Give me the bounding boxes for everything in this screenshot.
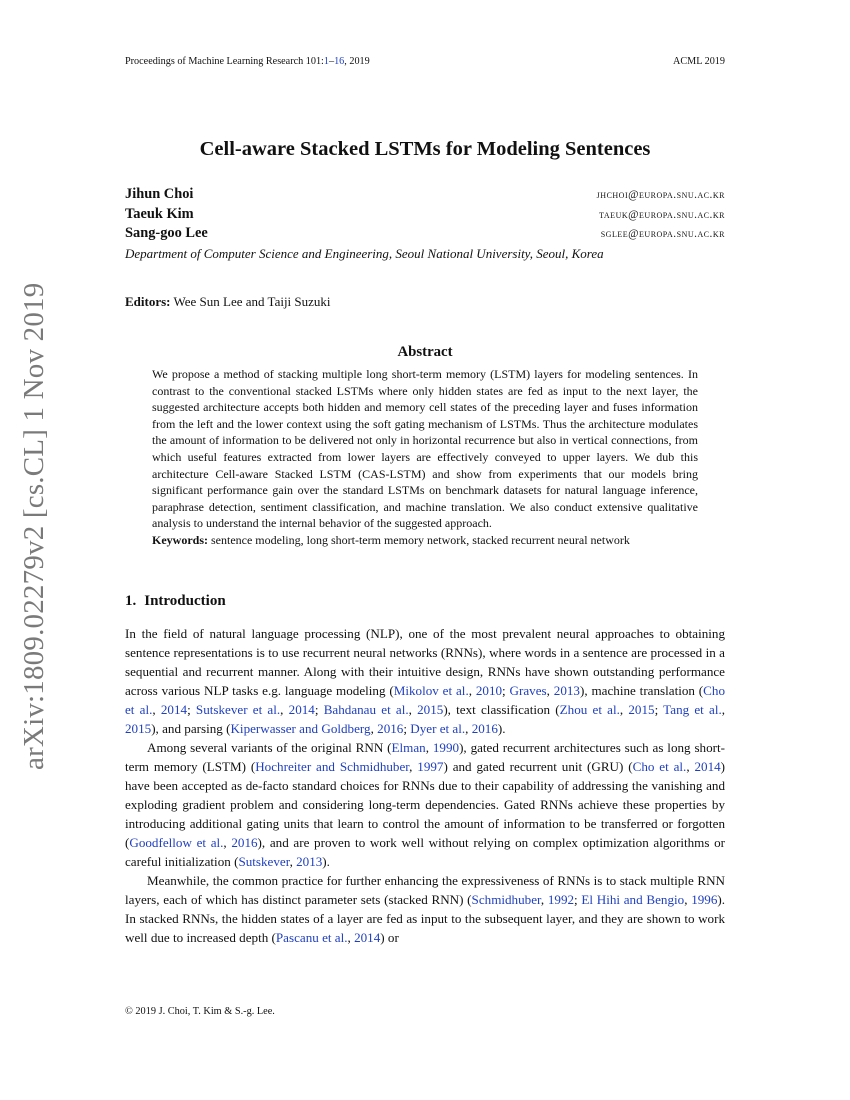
author-row <box>125 206 725 226</box>
citation-link[interactable]: 2014 <box>354 930 381 945</box>
citation-link[interactable]: 1990 <box>432 740 460 755</box>
running-header-journal: Proceedings of Machine Learning Research 101:1–16, 2019 <box>125 56 370 67</box>
citation-link[interactable]: 2016 <box>231 835 258 850</box>
citation-link[interactable]: 2014 <box>694 759 721 774</box>
editors-names: Wee Sun Lee and Taiji Suzuki <box>173 294 331 309</box>
citation-link[interactable]: Cho et al. <box>632 759 687 774</box>
author-email: jhchoi@europa.snu.ac.kr <box>596 189 725 201</box>
paragraph: In the field of natural language processing (NLP), one of the most prevalent neural approaches to obtaining sentence representations is to use recurrent neural networks (RNNs), where words in a sentence are processed in a sequential and recurrent manner. Along with their intuitive design, RNNs have shown outstanding performance across various NLP tasks e.g. language modeling (Mikolov et al., 2010; Graves, 2013), machine translation (Cho et al., 2014; Sutskever et al., 2014; Bahdanau et al., 2015), text classification (Zhou et al., 2015; Tang et al., 2015), and parsing (Kiperwasser and Goldberg, 2016; Dyer et al., 2016). <box>125 626 726 736</box>
author-email: taeuk@europa.snu.ac.kr <box>599 208 725 221</box>
citation-link[interactable]: 1996 <box>691 892 718 907</box>
citation-link[interactable]: Dyer et al. <box>410 721 466 736</box>
citation-link[interactable]: El Hihi and Bengio <box>581 892 685 907</box>
citation-link[interactable]: 1997 <box>417 759 444 774</box>
citation-link[interactable]: Kiperwasser and Goldberg <box>230 721 371 736</box>
keywords-label: Keywords: <box>152 532 208 547</box>
affiliation: Department of Computer Science and Engineering, Seoul National University, Seoul, Korea <box>125 245 604 261</box>
citation-link[interactable]: 2015 <box>417 702 444 717</box>
copyright-footer: © 2019 J. Choi, T. Kim & S.-g. Lee. <box>125 1006 275 1017</box>
section-title: Introduction <box>144 593 226 609</box>
citation-link[interactable]: 2014 <box>288 702 315 717</box>
citation-link[interactable]: 1992 <box>547 892 575 907</box>
author-row <box>125 225 725 245</box>
citation-link[interactable]: Goodfellow et al. <box>129 835 224 850</box>
keywords-text: sentence modeling, long short-term memory network, stacked recurrent neural network <box>211 532 630 547</box>
arxiv-stamp: arXiv:1809.02279v2 [cs.CL] 1 Nov 2019 <box>18 282 50 770</box>
editors-label: Editors: <box>125 294 171 309</box>
citation-link[interactable]: Sutskever <box>238 854 290 869</box>
citation-link[interactable]: Pascanu et al. <box>275 930 348 945</box>
citation-link[interactable]: 2016 <box>377 721 404 736</box>
author-block <box>125 186 725 262</box>
paragraph: Meanwhile, the common practice for further enhancing the expressiveness of RNNs is to stack multiple RNN layers, each of which has distinct parameter sets (stacked RNN) (Schmidhuber, 1992; El Hihi and Bengio, 1996). In stacked RNNs, the hidden states of a layer are fed as input to the subsequent layer, and they are shown to work well due to increased depth (Pascanu et al., 2014) or <box>125 873 726 945</box>
citation-link[interactable]: Cho et al. <box>125 683 725 717</box>
citation-link[interactable]: Schmidhuber <box>471 892 541 907</box>
running-header-venue: ACML 2019 <box>673 56 725 67</box>
citation-link[interactable]: Bahdanau et al. <box>323 702 409 717</box>
citation-link[interactable]: 2014 <box>160 702 188 717</box>
citation-link[interactable]: Graves <box>509 683 547 698</box>
citation-link[interactable]: Elman <box>391 740 426 755</box>
author-row <box>125 186 725 206</box>
author-name: Jihun Choi <box>125 186 194 202</box>
page-end-link[interactable]: 16 <box>334 56 345 67</box>
abstract-heading: Abstract <box>397 344 453 360</box>
paper-title: Cell-aware Stacked LSTMs for Modeling Sentences <box>199 138 651 160</box>
author-email: sglee@europa.snu.ac.kr <box>600 228 725 240</box>
keywords-line <box>152 532 698 549</box>
citation-link[interactable]: 2013 <box>553 683 580 698</box>
citation-link[interactable]: 2015 <box>628 702 655 717</box>
abstract-body <box>152 366 698 549</box>
citation-link[interactable]: 2016 <box>471 721 498 736</box>
citation-link[interactable]: Mikolov et al. <box>393 683 469 698</box>
citation-link[interactable]: Tang et al. <box>663 702 722 717</box>
section-heading <box>125 593 226 610</box>
citation-link[interactable]: 2015 <box>125 721 152 736</box>
author-name: Sang-goo Lee <box>125 225 208 241</box>
abstract-text: We propose a method of stacking multiple long short-term memory (LSTM) layers for modeling sentences. In contrast to the conventional stacked LSTMs where only hidden states are fed as input to the next layer, the suggested architecture accepts both hidden and memory cell states of the preceding layer and fuses information from the left and the lower context using the soft gating mechanism of LSTMs. Thus the architecture modulates the amount of information to be delivered not only in horizontal recurrence but also in vertical connections, from which useful features extracted from lower layers are effectively conveyed to upper layers. We dub this architecture Cell-aware Stacked LSTM (CAS-LSTM) and show from experiments that our models bring significant performance gain over the standard LSTMs on benchmark datasets for natural language inference, paraphrase detection, sentiment classification, and machine translation. We also conduct extensive qualitative analysis to understand the internal behavior of the suggested approach. <box>152 367 698 531</box>
citation-link[interactable]: Hochreiter and Schmidhuber <box>255 759 410 774</box>
citation-link[interactable]: Sutskever et al. <box>195 702 281 717</box>
page-start-link[interactable]: 1 <box>323 56 329 67</box>
citation-link[interactable]: 2010 <box>475 683 503 698</box>
citation-link[interactable]: Zhou et al. <box>559 702 620 717</box>
paragraph: Among several variants of the original RNN (Elman, 1990), gated recurrent architectures such as long short-term memory (LSTM) (Hochreiter and Schmidhuber, 1997) and gated recurrent unit (GRU) (Cho et al., 2014) have been accepted as de-facto standard choices for RNNs due to their capability of addressing the vanishing and exploding gradient problem and considering long-term dependencies. Gated RNNs achieve these properties by introducing additional gating units that learn to control the amount of information to be transferred or forgotten (Goodfellow et al., 2016), and are proven to work well without relying on complex optimization algorithms or careful initialization (Sutskever, 2013). <box>125 740 726 869</box>
section-number: 1. <box>125 593 137 609</box>
author-name: Taeuk Kim <box>125 205 194 222</box>
citation-link[interactable]: 2013 <box>296 854 323 869</box>
editors-line <box>125 294 331 310</box>
body-text <box>125 624 725 947</box>
